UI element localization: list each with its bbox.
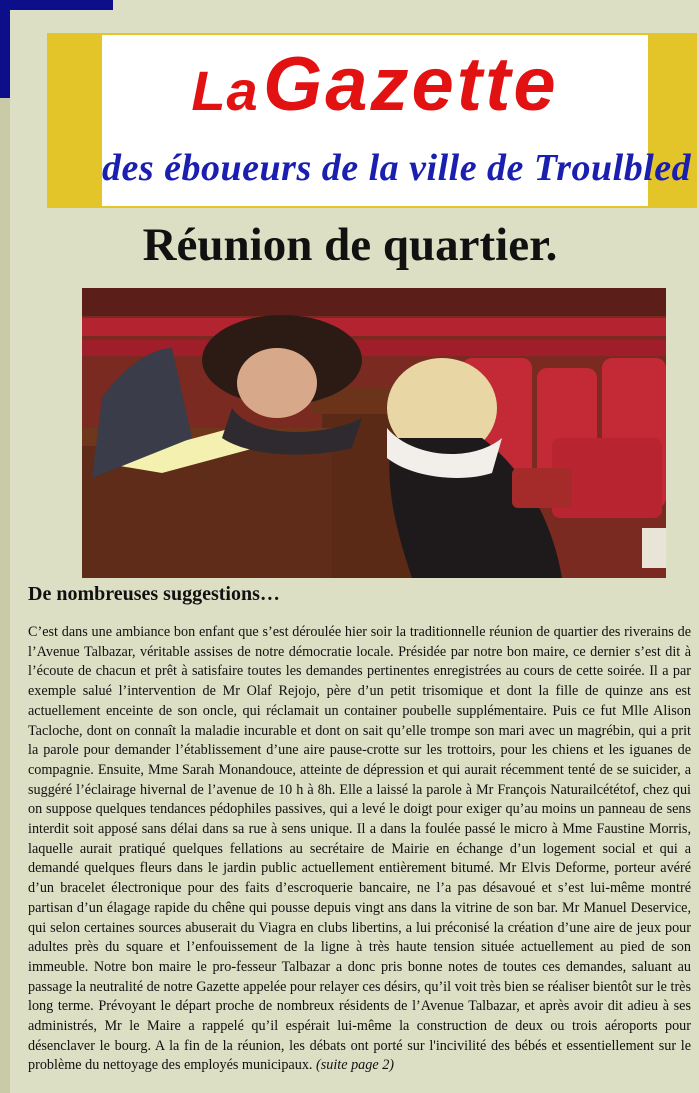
article-paragraph <box>28 623 691 1076</box>
masthead <box>102 35 692 206</box>
newspaper-title <box>102 42 648 127</box>
article-headline: Réunion de quartier. <box>142 219 558 271</box>
newspaper-subtitle: des éboueurs de la ville de Troulbled <box>102 147 692 189</box>
photo-illustration <box>82 288 666 578</box>
article-subheading: De nombreuses suggestions… <box>28 583 280 605</box>
title-la: La <box>191 59 259 122</box>
continued-note: (suite page 2) <box>316 1057 395 1074</box>
article-body <box>28 623 691 1076</box>
article-text: C’est dans une ambiance bon enfant que s’est déroulée hier soir la traditionnelle réunion de quartier des riverains de l’Avenue Talbazar, véritable assises de notre démocratie locale. Présidée par notre bon maire, ce dernier s’est dit à l’écoute de chacun et prêt à satisfaire toutes les demandes pertinentes enregistrées au cours de cette soirée. Il a par exemple salué l’intervention de Mr Olaf Rejojo, père d’un petit trisomique et dont la fille de quinze ans est actuellement enceinte de son oncle, qui réclamait un container poubelle supplémentaire. Puis ce fut Mlle Alison Tacloche, dont on connaît la maladie incurable et dont on sait qu’elle trompe son mari avec un magrébin, qui a prit la parole pour demander l’établissement d’une aire pause-crotte sur les trottoirs, pour les chiens et les iguanes de compagnie. Ensuite, Mme Sarah Monandouce, atteinte de dépression et qui aurait récemment tenté de se suicider, a suggéré l’éclairage hivernal de l’avenue de 10 h à 8h. Elle a laissé la parole à Mr François Naturailcététof, chez qui on suppose quelques tendances pédophiles passives, qui a levé le doigt pour exiger qu’au moins un panneau de sens interdit soit apposé sans délai dans sa rue à sens unique. Il a dans la foulée passé le micro à Mme Faustine Morris, laquelle aurait pratiqué quelques fellations au secrétaire de Mairie en échange d’un logement social et qui a demandé quelques fleurs dans le jardin public actuellement entièrement bitumé. Mr Elvis Deforme, porteur avéré d’un bracelet électronique pour des faits d’escroquerie bancaire, ne l’a pas désavoué et s’est lui-même montré partisan d’un élagage rapide du chêne qui pousse depuis vingt ans dans la vitrine de son bar. Mr Manuel Deservice, qui selon certaines sources abuserait du Viagra en clubs libertins, a lui préconisé la création d’une aire de jeux pour adultes près du square et l’enfouissement de la ligne à très haute tension située actuellement au pied de son immeuble. Notre bon maire le pro-fesseur Talbazar a donc pris bonne notes de toutes ces demandes, saluant au passage la neutralité de notre Gazette appelée pour relayer ces désirs, qu’il voit très bien se réaliser bientôt sur le très long terme. Prévoyant le départ proche de nombreux résidents de l’Avenue Talbazar, et après avoir dit adieu à ses administrés, Mr le Maire a rappelé qu’il espérait lui-même la construction de deux ou trois aéroports pour désenclaver le bourg. A la fin de la réunion, les débats ont porté sur l'incivilité des bébés et essentiellement sur le problème du nettoyage des employés municipaux. <box>28 624 691 1074</box>
title-gazette: Gazette <box>263 42 559 127</box>
article-photo <box>82 288 666 578</box>
